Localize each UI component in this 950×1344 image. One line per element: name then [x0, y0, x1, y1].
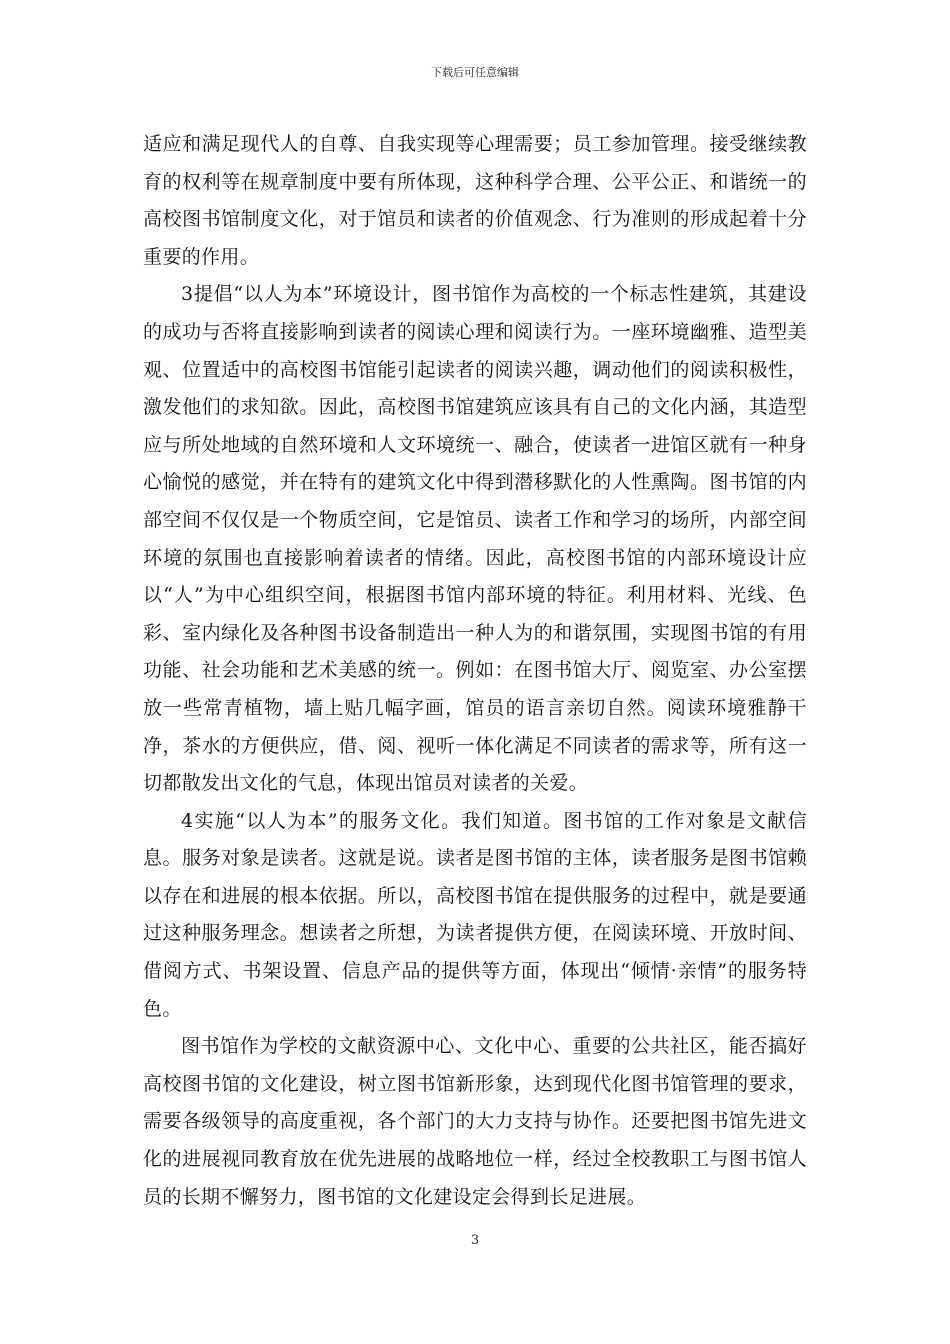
- paragraph-service-culture: 4实施“以人为本”的服务文化。我们知道。图书馆的工作对象是文献信息。服务对象是读者。这就是说。读者是图书馆的主体，读者服务是图书馆赖以存在和进展的根本依据。所以，高校图书馆在提供服务的过程中，就是要通过这种服务理念。想读者之所想，为读者提供方便，在阅读环境、开放时间、借阅方式、书架设置、信息产品的提供等方面，体现出“倾情·亲情”的服务特色。: [143, 809, 807, 1020]
- document-body: [143, 126, 807, 1216]
- page-header: 下载后可任意编辑: [431, 66, 519, 79]
- paragraph-conclusion: 图书馆作为学校的文献资源中心、文化中心、重要的公共社区，能否搞好高校图书馆的文化建设，树立图书馆新形象，达到现代化图书馆管理的要求，需要各级领导的高度重视，各个部门的大力支持与协作。还要把图书馆先进文化的进展视同教育放在优先进展的战略地位一样，经过全校教职工与图书馆人员的长期不懈努力，图书馆的文化建设定会得到长足进展。: [143, 1035, 807, 1208]
- page-number: 3: [470, 1233, 480, 1248]
- paragraph-continuation: 适应和满足现代人的自尊、自我实现等心理需要；员工参加管理。接受继续教育的权利等在规章制度中要有所体现，这种科学合理、公平公正、和谐统一的高校图书馆制度文化，对于馆员和读者的价值观念、行为准则的形成起着十分重要的作用。: [143, 133, 807, 268]
- paragraph-environment-design: 3提倡“以人为本”环境设计，图书馆作为高校的一个标志性建筑，其建设的成功与否将直接影响到读者的阅读心理和阅读行为。一座环境幽雅、造型美观、位置适中的高校图书馆能引起读者的阅读兴趣，调动他们的阅读积极性，激发他们的求知欲。因此，高校图书馆建筑应该具有自己的文化内涵，其造型应与所处地域的自然环境和人文环境统一、融合，使读者一进馆区就有一种身心愉悦的感觉，并在特有的建筑文化中得到潜移默化的人性熏陶。图书馆的内部空间不仅仅是一个物质空间，它是馆员、读者工作和学习的场所，内部空间环境的氛围也直接影响着读者的情绪。因此，高校图书馆的内部环境设计应以“人”为中心组织空间，根据图书馆内部环境的特征。利用材料、光线、色彩、室内绿化及各种图书设备制造出一种人为的和谐氛围，实现图书馆的有用功能、社会功能和艺术美感的统一。例如：在图书馆大厅、阅览室、办公室摆放一些常青植物，墙上贴几幅字画，馆员的语言亲切自然。阅读环境雅静干净，茶水的方便供应，借、阅、视听一体化满足不同读者的需求等，所有这一切都散发出文化的气息，体现出馆员对读者的关爱。: [143, 283, 807, 795]
